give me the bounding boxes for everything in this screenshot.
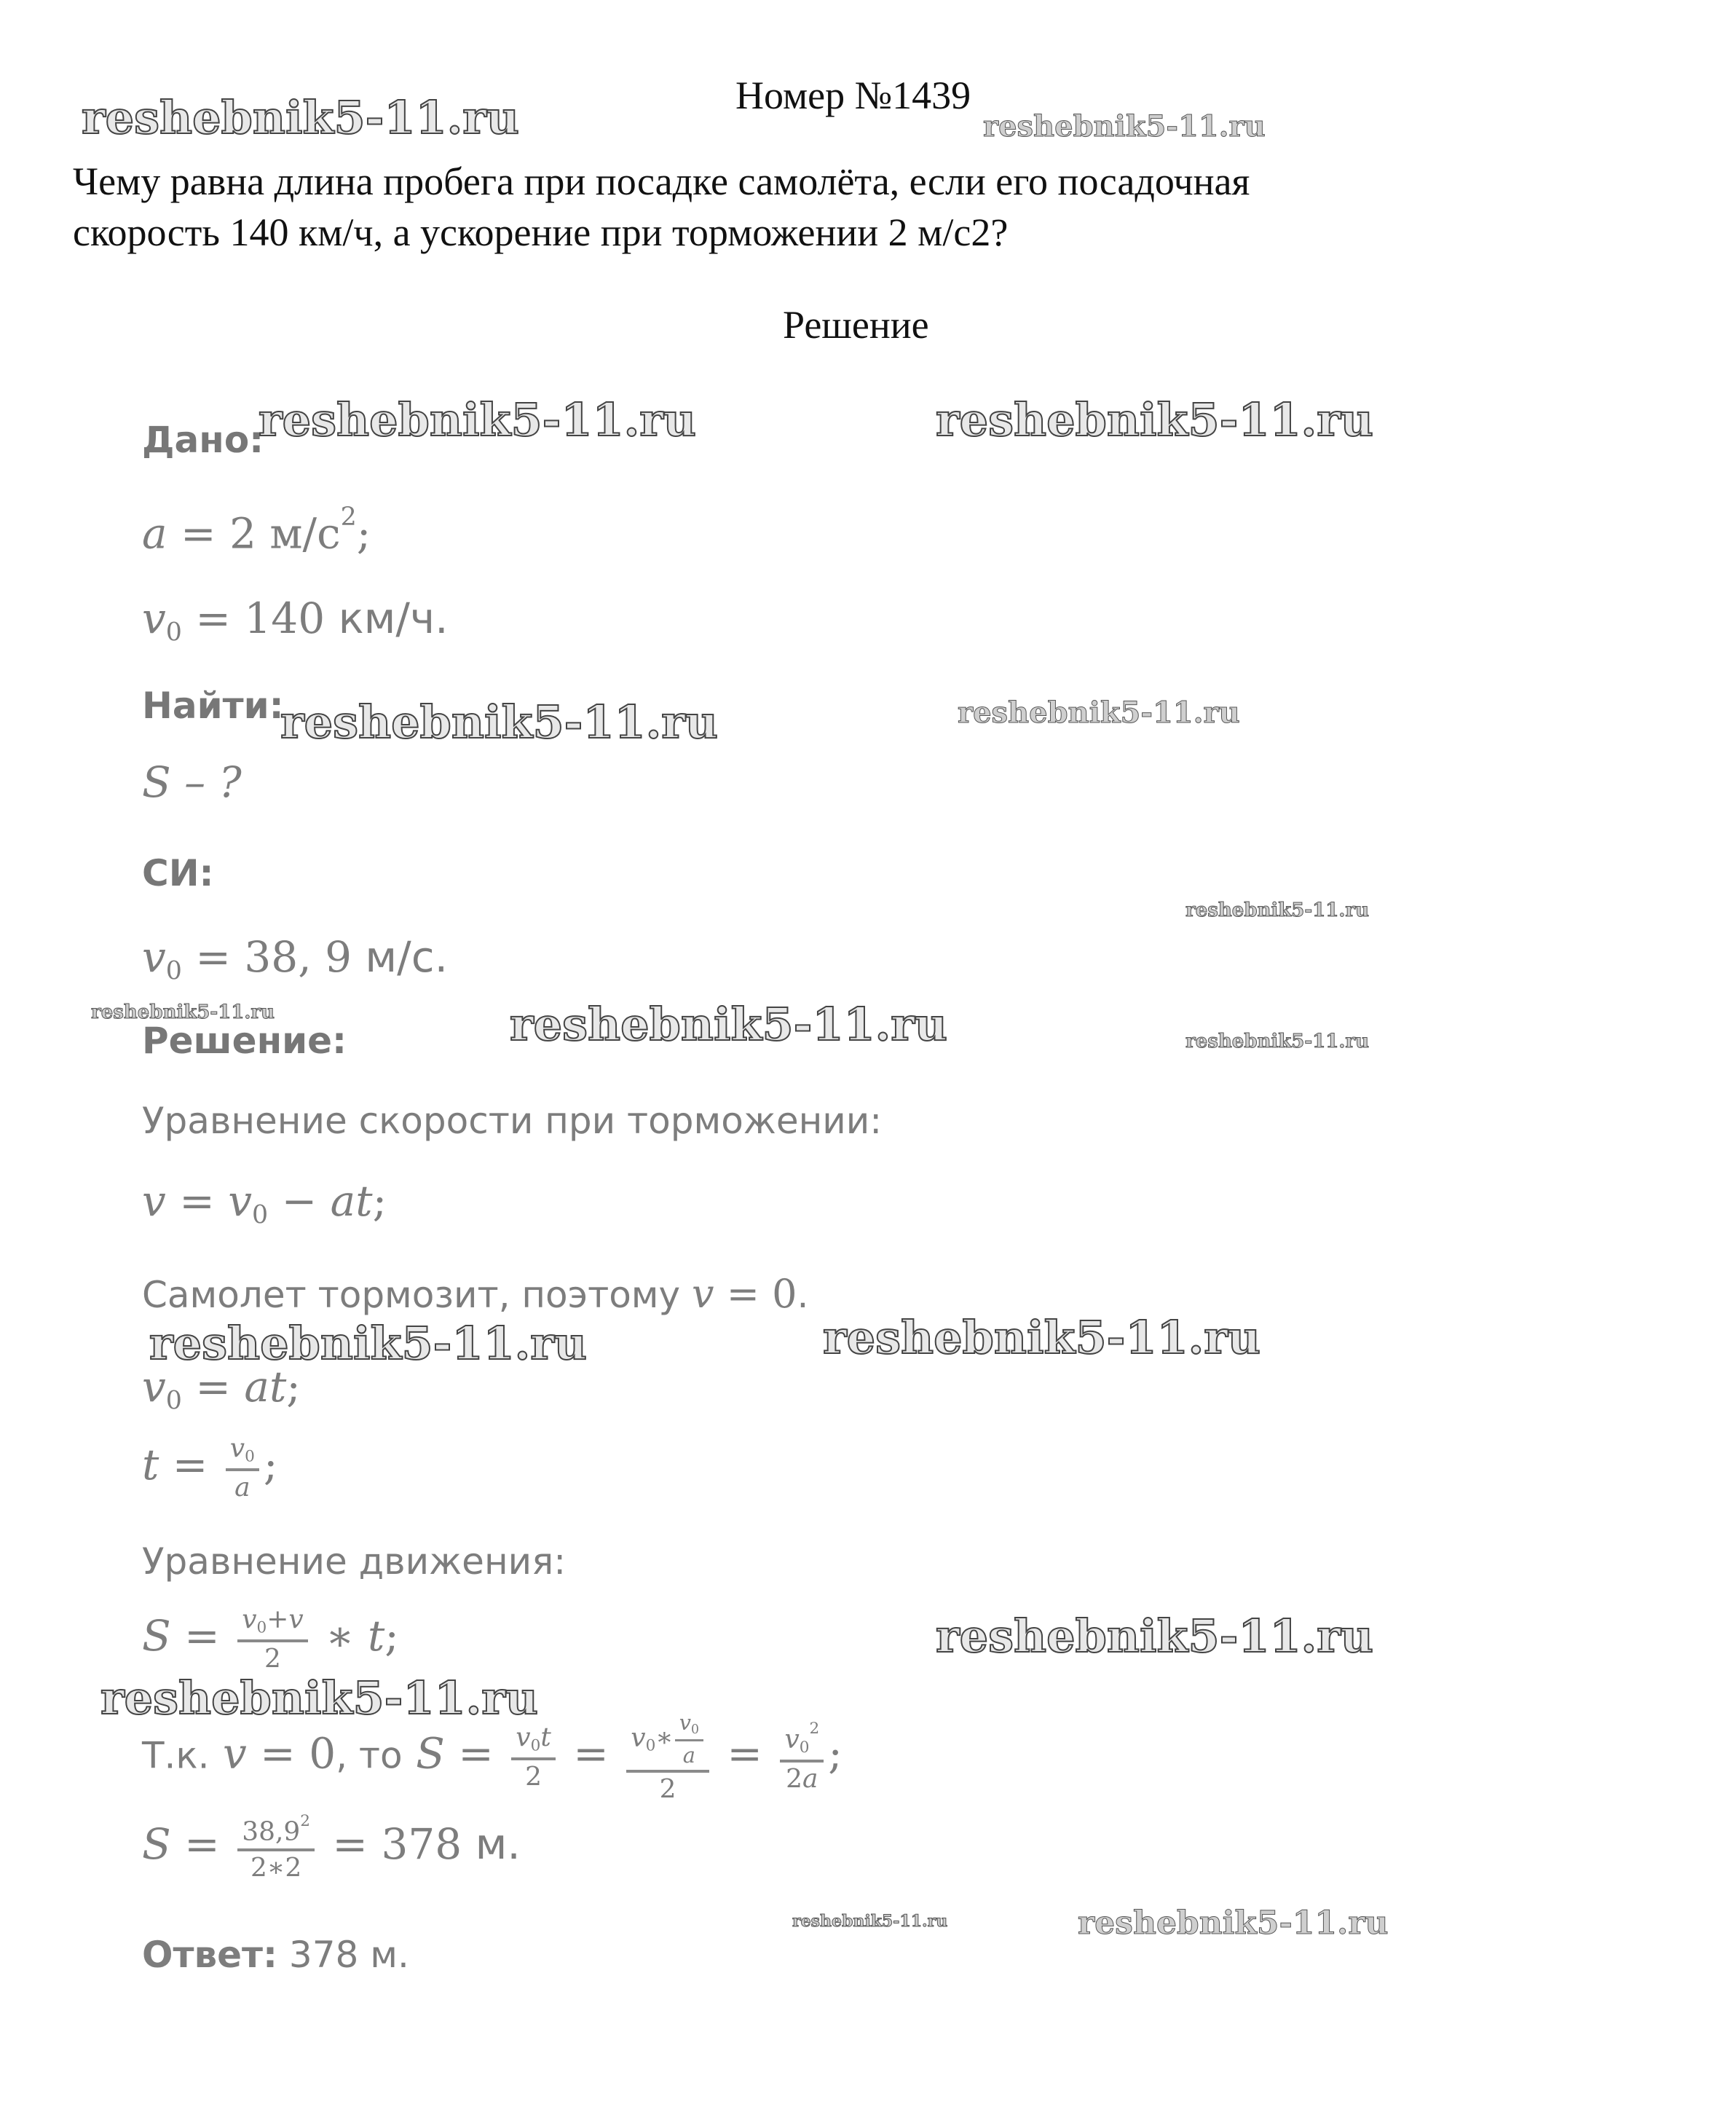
watermark: reshebnik5-11.ru bbox=[510, 998, 947, 1051]
final-calculation: S = $\frac{38,9^2}{2∗2}$ = 378 м. bbox=[142, 1812, 521, 1883]
then-text: , то bbox=[336, 1734, 403, 1777]
braking-statement: Самолет тормозит, поэтому v = 0. bbox=[142, 1271, 809, 1317]
find-expression: S – ? bbox=[142, 757, 242, 807]
problem-number: Номер №1439 bbox=[735, 74, 971, 117]
watermark: reshebnik5-11.ru bbox=[958, 696, 1240, 730]
answer-value: 378 м. bbox=[288, 1934, 409, 1976]
simplified-formula: Т.к. v = 0, то S = $\frac{v_0t}{2}$ = $v_0∗$ $\frac{v_0}{a}$ 2 = $\frac{v_0^2}{2a}$ ; bbox=[142, 1710, 843, 1804]
si-label: СИ: bbox=[142, 852, 214, 894]
watermark: reshebnik5-11.ru bbox=[82, 91, 519, 144]
question-line-2: скорость 140 км/ч, а ускорение при торможении 2 м/с2? bbox=[73, 210, 1009, 254]
watermark: reshebnik5-11.ru bbox=[91, 1001, 275, 1023]
calc-denominator: 2∗2 bbox=[250, 1853, 302, 1883]
braking-text: Самолет тормозит, поэтому bbox=[142, 1274, 681, 1316]
speed-equation: $v = v_0$ − at; bbox=[142, 1176, 387, 1230]
watermark: reshebnik5-11.ru bbox=[1185, 899, 1370, 921]
watermark: reshebnik5-11.ru bbox=[1078, 1905, 1389, 1942]
v0-equals-at: $v_0$ = at; bbox=[142, 1362, 301, 1416]
watermark: reshebnik5-11.ru bbox=[149, 1317, 587, 1370]
question-line-1: Чему равна длина пробега при посадке самолёта, если его посадочная bbox=[73, 159, 1250, 203]
calc-unit: м. bbox=[475, 1819, 521, 1869]
given-v0-unit: км/ч. bbox=[338, 594, 449, 643]
speed-equation-text: Уравнение скорости при торможении: bbox=[142, 1100, 883, 1142]
given-initial-speed: $v_0 = 140$ км/ч. bbox=[142, 594, 449, 647]
solution-label: Решение: bbox=[142, 1020, 347, 1062]
watermark: reshebnik5-11.ru bbox=[1185, 1031, 1370, 1052]
si-v0-unit: м/с. bbox=[365, 932, 449, 982]
given-a-value: 2 bbox=[229, 508, 256, 559]
watermark: reshebnik5-11.ru bbox=[280, 696, 718, 749]
calc-numerator: 38,9 bbox=[242, 1816, 301, 1847]
watermark: reshebnik5-11.ru bbox=[936, 1610, 1373, 1663]
answer bbox=[142, 1934, 409, 1976]
watermark: reshebnik5-11.ru bbox=[792, 1912, 948, 1931]
motion-equation: S = $\frac{v_0+v}{2}$ ∗ t; bbox=[142, 1604, 399, 1674]
time-formula: t = $\frac{v_0}{a}$ ; bbox=[142, 1433, 278, 1503]
watermark: reshebnik5-11.ru bbox=[983, 109, 1266, 143]
given-acceleration: a = 2 $м/с^2$; bbox=[142, 503, 371, 559]
motion-equation-text: Уравнение движения: bbox=[142, 1540, 567, 1583]
si-v0-value: 38, 9 bbox=[244, 932, 352, 982]
si-initial-speed: $v_0 = 38$, 9 м/с. bbox=[142, 932, 449, 986]
given-a-unit: м/с bbox=[269, 508, 341, 559]
calc-result: 378 bbox=[381, 1819, 462, 1869]
watermark: reshebnik5-11.ru bbox=[936, 393, 1373, 446]
watermark: reshebnik5-11.ru bbox=[100, 1671, 538, 1725]
since-text: Т.к. bbox=[142, 1734, 210, 1777]
watermark: reshebnik5-11.ru bbox=[259, 393, 696, 446]
watermark: reshebnik5-11.ru bbox=[823, 1311, 1260, 1364]
given-v0-value: 140 bbox=[244, 594, 326, 643]
find-label: Найти: bbox=[142, 685, 284, 727]
given-label: Дано: bbox=[142, 419, 264, 461]
solution-heading: Решение bbox=[783, 303, 929, 347]
answer-label: Ответ: bbox=[142, 1934, 278, 1976]
